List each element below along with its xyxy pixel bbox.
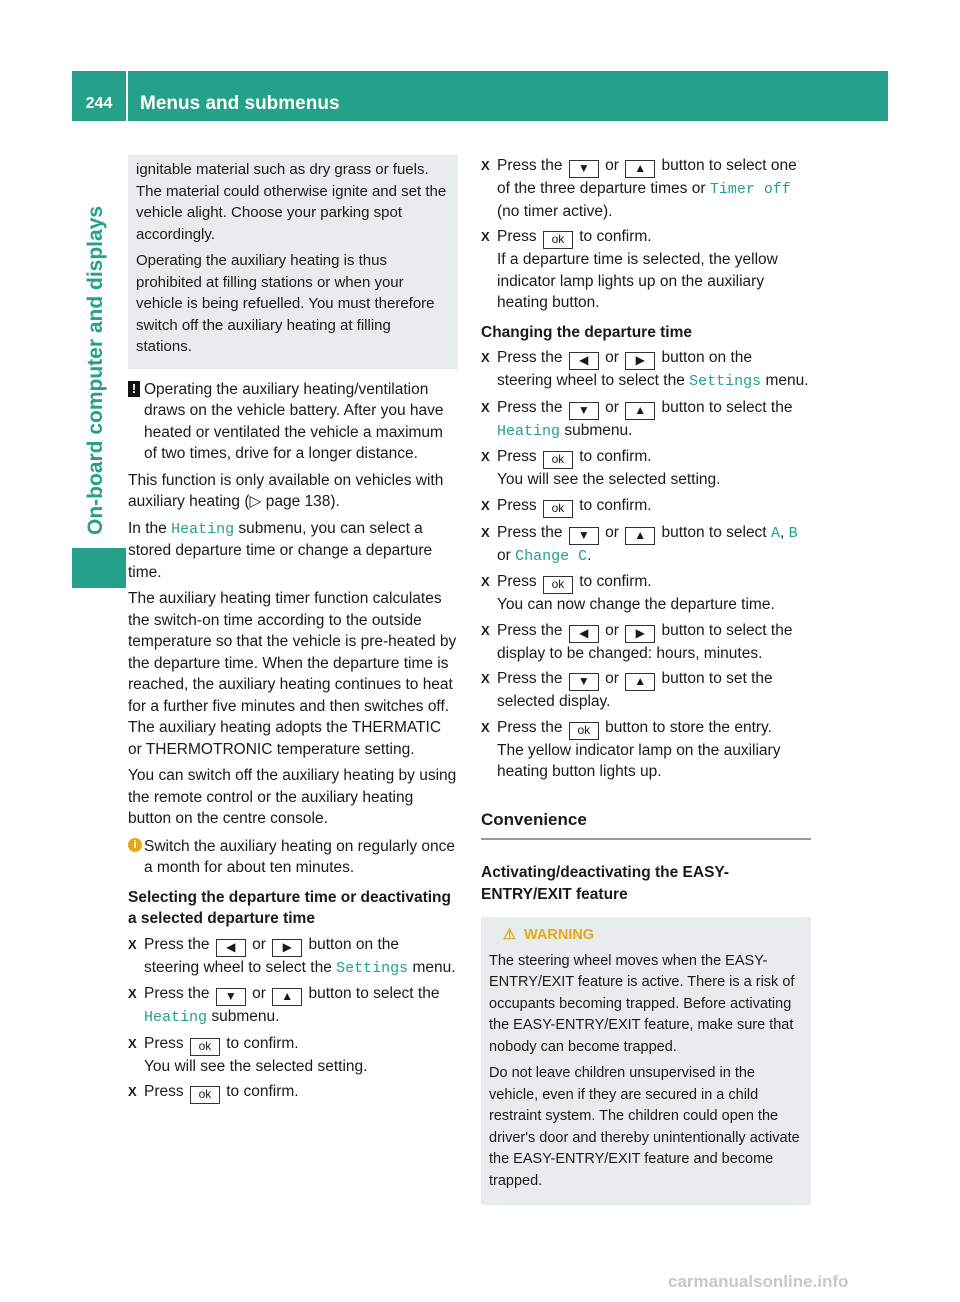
paragraph: You can switch off the auxiliary heating by using the remote control or the auxiliary heating button on the centre console. [128,767,457,827]
step: X Press the ▼ or ▲ button to select A, B or Change C. [481,522,811,568]
ok-key-icon: ok [543,500,573,518]
left-column [128,155,458,1108]
step: X Press the ▼ or ▲ button to select the Heating submenu. [128,983,458,1029]
info-text: Switch the auxiliary heating on regularly once a month for about ten minutes. [144,837,456,876]
ok-key-icon: ok [543,576,573,594]
menu-term-settings: Settings [689,373,762,390]
step: X Press ok to confirm. You will see the selected setting. [481,446,811,491]
down-arrow-key-icon: ▼ [569,527,599,545]
caution-box [128,155,458,369]
section-heading: Changing the departure time [481,323,692,341]
notice [128,379,458,465]
step: X Press the ▼ or ▲ button to select the Heating submenu. [481,397,811,443]
menu-term-b: B [788,524,798,542]
step: X Press the ▼ or ▲ button to select one of the three departure times or Timer off (no timer active). [481,155,811,222]
up-arrow-key-icon: ▲ [272,988,302,1006]
up-arrow-key-icon: ▲ [625,673,655,691]
menu-term-heating: Heating [171,520,235,538]
menu-term-timer-off: Timer off [709,181,791,198]
info-icon: i [128,838,142,852]
ok-key-icon: ok [543,231,573,249]
left-arrow-key-icon: ◀ [569,625,599,643]
paragraph: In the Heating submenu, you can select a stored departure time or change a departure time. [128,519,433,581]
step: X Press the ◀ or ▶ button on the steering wheel to select the Settings menu. [128,934,458,980]
ok-key-icon: ok [190,1038,220,1056]
menu-term-a: A [770,524,780,542]
up-arrow-key-icon: ▲ [625,527,655,545]
down-arrow-key-icon: ▼ [569,673,599,691]
left-arrow-key-icon: ◀ [569,352,599,370]
menu-term-heating: Heating [497,422,561,440]
page-title: Menus and submenus [140,93,340,114]
caution-paragraph: Operating the auxiliary heating is thus prohibited at filling stations or when your vehicle is being refuelled. You must therefore switch off the auxiliary heating at filling stations. [136,252,435,355]
header-divider [126,71,128,121]
step: X Press the ◀ or ▶ button to select the display to be changed: hours, minutes. [481,620,811,665]
down-arrow-key-icon: ▼ [569,402,599,420]
step: X Press ok to confirm. [481,495,811,518]
section-title-convenience: Convenience [481,809,811,841]
right-arrow-key-icon: ▶ [625,625,655,643]
notice-text: Operating the auxiliary heating/ventilation draws on the vehicle battery. After you have heated or ventilated the vehicle a maximum of two times, drive for a longer distance. [144,380,444,462]
paragraph: The auxiliary heating timer function calculates the switch-on time according to the outside temperature so that the vehicle is pre-heated by the departure time. When the departure time is reached, the auxiliary heating continues to heat for a further five minutes and then switches off. The auxiliary heating adopts the THERMATIC or THERMOTRONIC temperature setting. [128,590,457,758]
warning-box [481,917,811,1205]
section-heading: Selecting the departure time or deactivating a selected departure time [128,888,451,927]
menu-term-heating: Heating [144,1009,208,1026]
side-tab-block [72,548,126,588]
caution-paragraph: ignitable material such as dry grass or fuels. The material could otherwise ignite and set the vehicle alight. Choose your parking spot accordingly. [136,161,447,243]
page-number: 244 [85,95,113,112]
info-note [128,836,458,879]
up-arrow-key-icon: ▲ [625,402,655,420]
step: X Press the ▼ or ▲ button to set the selected display. [481,668,811,713]
step: X Press ok to confirm. [128,1081,458,1104]
ok-key-icon: ok [543,451,573,469]
warning-paragraph: The steering wheel moves when the EASY-ENTRY/EXIT feature is active. There is a risk of occupants becoming trapped. Before activating the EASY-ENTRY/EXIT feature, make sure that nobody can become trapped. [489,952,795,1055]
warning-header [489,925,803,947]
side-tab-label: On-board computer and displays [84,205,107,535]
subsection-title: Activating/deactivating the EASY-ENTRY/EXIT feature [481,864,730,903]
down-arrow-key-icon: ▼ [569,160,599,178]
warning-label: WARNING [524,927,595,943]
warning-triangle-icon: ⚠ [503,927,516,943]
menu-term-settings: Settings [336,959,409,977]
ok-key-icon: ok [190,1086,220,1104]
right-arrow-key-icon: ▶ [625,352,655,370]
right-arrow-key-icon: ▶ [272,939,302,957]
left-arrow-key-icon: ◀ [216,939,246,957]
menu-term-change-c: Change C [515,547,588,565]
step: X Press ok to confirm. You can now change the departure time. [481,571,811,616]
exclamation-icon: ! [128,381,140,397]
down-arrow-key-icon: ▼ [216,988,246,1006]
step: X Press the ok button to store the entry. The yellow indicator lamp on the auxiliary heating button lights up. [481,717,811,783]
step: X Press ok to confirm. If a departure time is selected, the yellow indicator lamp lights up on the auxiliary heating button. [481,226,811,314]
ok-key-icon: ok [569,722,599,740]
up-arrow-key-icon: ▲ [625,160,655,178]
footer-watermark: carmanualsonline.info [668,1272,849,1291]
step: X Press ok to confirm. You will see the selected setting. [128,1033,458,1078]
paragraph: This function is only available on vehicles with auxiliary heating (▷ page 138). [128,471,444,510]
warning-paragraph: Do not leave children unsupervised in the vehicle, even if they are secured in a child restraint system. The children could open the driver's door and thereby unintentionally activate the EASY-ENTRY/EXIT feature and become trapped. [489,1065,800,1189]
step: X Press the ◀ or ▶ button on the steering wheel to select the Settings menu. [481,347,811,393]
right-column [481,155,811,1205]
